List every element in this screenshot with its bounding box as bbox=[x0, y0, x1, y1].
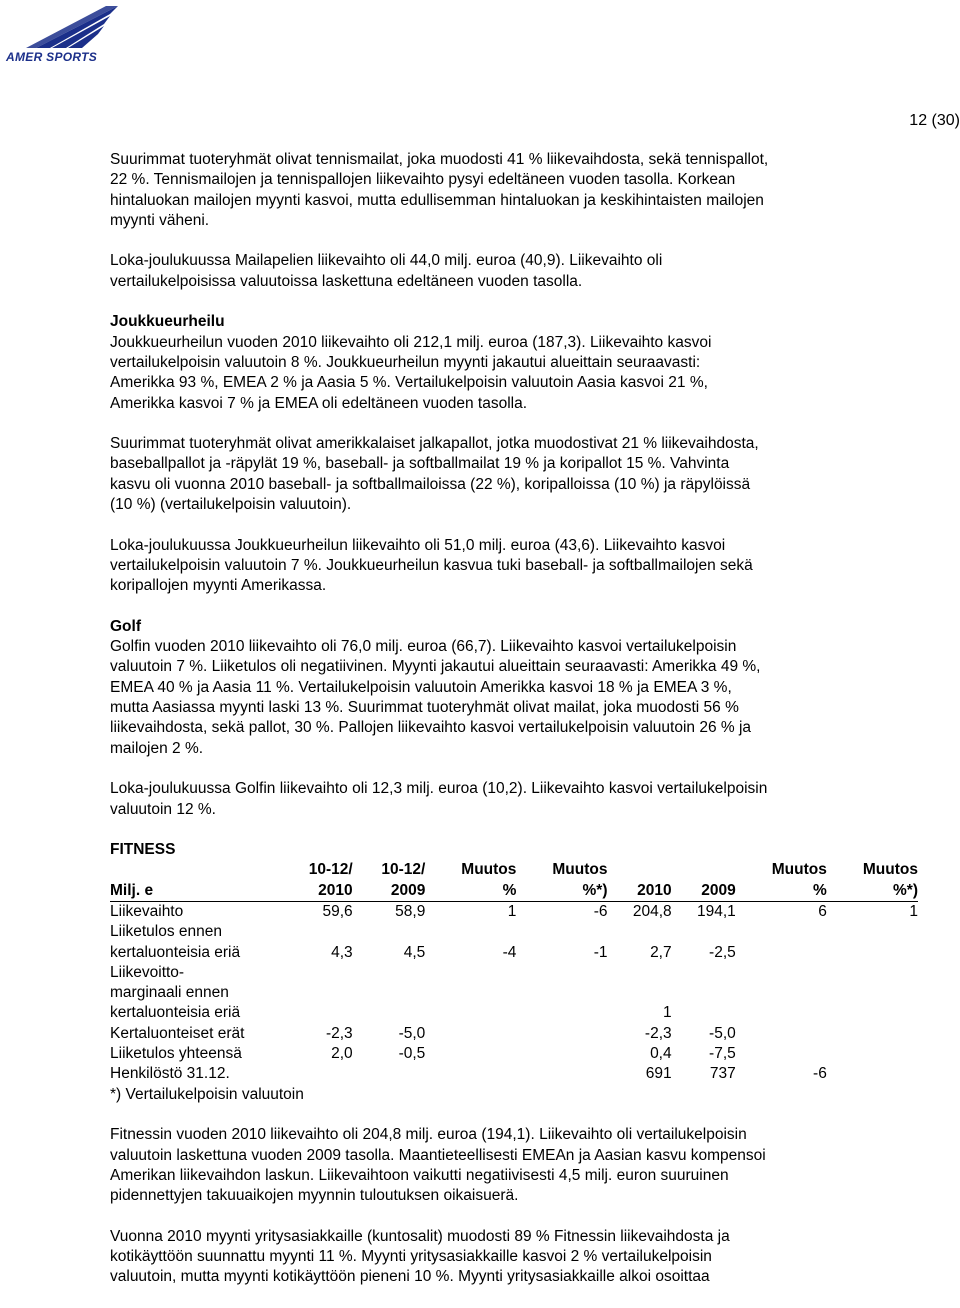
table-header-cell: 2009 bbox=[672, 881, 736, 902]
table-row bbox=[110, 1085, 918, 1105]
text-line: mailojen 2 %. bbox=[110, 739, 204, 757]
table-cell bbox=[425, 963, 516, 983]
text-line: valuutoin, mutta myynti kotikäyttöön pieneni 10 %. Myynti yritysasiakkaille alkoi osoittaa bbox=[110, 1268, 710, 1286]
text-line: Suurimmat tuoteryhmät olivat amerikkalaiset jalkapallot, jotka muodostivat 21 % liikevaihdosta, bbox=[110, 435, 759, 453]
text-line: hintaluokan mailojen myynti kasvoi, mutta edullisemman hintaluokan ja keskihintaisten mailojen bbox=[110, 191, 764, 209]
text-line: Joukkueurheilun vuoden 2010 liikevaihto oli 212,1 milj. euroa (187,3). Liikevaihto kasvoi bbox=[110, 333, 712, 351]
text-line: kotikäyttöön suunnattu myynti 11 %. Myynti yritysasiakkaille kasvoi 2 % vertailukelpoisin bbox=[110, 1248, 712, 1266]
table-cell: 1 bbox=[909, 902, 918, 920]
text-line: Fitnessin vuoden 2010 liikevaihto oli 204,8 milj. euroa (194,1). Liikevaihto oli vertailukelpoisin bbox=[110, 1126, 747, 1144]
text-line: vertailukelpoisissa valuutoissa laskettuna edeltäneen vuoden tasolla. bbox=[110, 272, 583, 290]
table-cell bbox=[672, 983, 736, 1003]
table-cell bbox=[516, 1024, 607, 1044]
table-cell bbox=[827, 1044, 918, 1064]
table-cell: Henkilöstö 31.12. bbox=[110, 1065, 230, 1083]
table-header-cell: % bbox=[736, 881, 827, 902]
team-sports-paragraph-3 bbox=[110, 536, 930, 597]
text-line: kasvu oli vuonna 2010 baseball- ja softballmailoissa (22 %), koripalloissa (10 %) ja räpylöissä bbox=[110, 475, 751, 493]
table-cell: -7,5 bbox=[709, 1045, 736, 1063]
table-header-cell bbox=[608, 860, 672, 880]
table-cell bbox=[516, 1044, 607, 1064]
table-cell bbox=[353, 1003, 426, 1023]
section-heading-fitness: FITNESS bbox=[110, 841, 176, 859]
table-header-cell: %*) bbox=[516, 881, 607, 902]
table-cell: -1 bbox=[593, 943, 608, 961]
table-cell: Liiketulos yhteensä bbox=[110, 1045, 242, 1063]
table-header-cell: %*) bbox=[827, 881, 918, 902]
team-sports-paragraph-1 bbox=[110, 333, 930, 414]
text-line: koripallojen myynti Amerikassa. bbox=[110, 577, 327, 595]
table-cell bbox=[736, 1003, 827, 1023]
table-cell: 4,3 bbox=[331, 943, 353, 961]
table-cell bbox=[353, 922, 426, 942]
table-row bbox=[110, 901, 918, 922]
table-cell: 58,9 bbox=[395, 902, 426, 920]
fitness-paragraph-2 bbox=[110, 1227, 930, 1288]
table-cell: Liiketulos ennen bbox=[110, 923, 223, 941]
table-cell bbox=[425, 983, 516, 1003]
text-line: EMEA 40 % ja Aasia 11 %. Vertailukelpoisin valuutoin Amerikka kasvoi 18 % ja EMEA 3 %, bbox=[110, 678, 732, 696]
table-cell bbox=[827, 1064, 918, 1084]
fitness-financial-table bbox=[110, 860, 918, 1105]
table-cell: -5,0 bbox=[709, 1024, 736, 1042]
table-cell bbox=[353, 963, 426, 983]
text-line: vertailukelpoisin valuutoin 7 %. Joukkueurheilun kasvua tuki baseball- ja softballmailojen sekä bbox=[110, 556, 753, 574]
table-cell bbox=[353, 1064, 426, 1084]
text-line: valuutoin laskettuna vuoden 2009 tasolla. Maantieteellisesti EMEAn ja Aasian kasvu kompensoi bbox=[110, 1146, 766, 1164]
golf-paragraph-2 bbox=[110, 779, 930, 820]
table-cell: -4 bbox=[502, 943, 517, 961]
section-heading-golf: Golf bbox=[110, 617, 141, 635]
table-cell bbox=[425, 1044, 516, 1064]
table-cell bbox=[516, 983, 607, 1003]
table-cell bbox=[672, 963, 736, 983]
document-body bbox=[110, 150, 930, 1308]
table-header-cell: Muutos bbox=[771, 861, 827, 879]
table-header-cell: Muutos bbox=[862, 861, 918, 879]
text-line: Vuonna 2010 myynti yritysasiakkaille (kuntosalit) muodosti 89 % Fitnessin liikevaihdosta ja bbox=[110, 1227, 730, 1245]
table-header-row bbox=[110, 860, 918, 880]
table-cell: 0,4 bbox=[650, 1045, 672, 1063]
table-cell: -6 bbox=[813, 1065, 827, 1083]
page-number: 12 (30) bbox=[909, 112, 960, 129]
table-cell bbox=[736, 922, 827, 942]
table-cell bbox=[608, 963, 672, 983]
table-cell bbox=[736, 983, 827, 1003]
text-line: valuutoin 12 %. bbox=[110, 800, 216, 818]
table-cell bbox=[516, 1003, 607, 1023]
table-header-cell bbox=[110, 860, 280, 880]
table-header-cell: 2010 bbox=[280, 881, 353, 902]
table-cell bbox=[736, 1024, 827, 1044]
table-cell: Liikevaihto bbox=[110, 902, 184, 920]
section-heading-team-sports: Joukkueurheilu bbox=[110, 313, 225, 331]
table-header-cell: 2010 bbox=[608, 881, 672, 902]
table-cell bbox=[672, 922, 736, 942]
text-line: (10 %) (vertailukelpoisin valuutoin). bbox=[110, 496, 352, 514]
table-header-cell: 10-12/ bbox=[381, 861, 426, 879]
text-line: Suurimmat tuoteryhmät olivat tennismailat, joka muodosti 41 % liikevaihdosta, sekä tennispallot, bbox=[110, 151, 769, 168]
table-cell: 2,0 bbox=[331, 1045, 353, 1063]
team-sports-paragraph-2 bbox=[110, 434, 930, 515]
text-line: valuutoin 7 %. Liiketulos oli negatiivinen. Myynti jakautui alueittain seuraavasti: Amerikka 49 %, bbox=[110, 658, 761, 676]
table-cell bbox=[827, 922, 918, 942]
table-cell: -2,5 bbox=[709, 943, 736, 961]
table-cell bbox=[280, 922, 353, 942]
table-cell: 1 bbox=[507, 902, 517, 920]
table-row bbox=[110, 922, 918, 942]
table-cell bbox=[425, 1024, 516, 1044]
table-cell bbox=[827, 963, 918, 983]
table-cell bbox=[280, 1064, 353, 1084]
table-cell bbox=[280, 983, 353, 1003]
table-cell bbox=[827, 1003, 918, 1023]
table-cell: 2,7 bbox=[650, 943, 672, 961]
table-cell: -6 bbox=[593, 902, 608, 920]
table-cell bbox=[827, 1024, 918, 1044]
table-header-row bbox=[110, 881, 918, 902]
text-line: Golfin vuoden 2010 liikevaihto oli 76,0 milj. euroa (66,7). Liikevaihto kasvoi vertailukelpoisin bbox=[110, 638, 737, 656]
table-row bbox=[110, 1064, 918, 1084]
table-cell: kertaluonteisia eriä bbox=[110, 943, 241, 961]
golf-paragraph-1 bbox=[110, 637, 930, 759]
table-cell bbox=[608, 922, 672, 942]
text-line: Loka-joulukuussa Mailapelien liikevaihto oli 44,0 milj. euroa (40,9). Liikevaihto oli bbox=[110, 252, 663, 270]
text-line: liikevaihdosta, sekä pallot, 30 %. Pallojen liikevaihto kasvoi vertailukelpoisin valuutoin 26 % ja bbox=[110, 719, 752, 737]
text-line: vertailukelpoisin valuutoin 8 %. Joukkueurheilun myynti jakautui alueittain seuraavasti: bbox=[110, 353, 701, 371]
racquet-paragraph-2 bbox=[110, 251, 930, 292]
table-cell bbox=[516, 963, 607, 983]
text-line: mutta Aasiassa myynti laski 13 %. Suurimmat tuoteryhmät olivat mailat, joka muodosti 56 % bbox=[110, 699, 739, 717]
table-cell: 6 bbox=[818, 902, 827, 920]
table-cell bbox=[425, 1064, 516, 1084]
table-cell: *) Vertailukelpoisin valuutoin bbox=[110, 1085, 304, 1103]
table-cell: -2,3 bbox=[644, 1024, 672, 1042]
table-cell: 737 bbox=[709, 1065, 736, 1083]
table-cell bbox=[516, 1064, 607, 1084]
logo-text: AMER SPORTS bbox=[6, 50, 98, 64]
text-line: Amerikka 93 %, EMEA 2 % ja Aasia 5 %. Vertailukelpoisin valuutoin Aasia kasvoi 21 %, bbox=[110, 374, 708, 392]
table-header-cell: 2009 bbox=[353, 881, 426, 902]
table-cell: -2,3 bbox=[325, 1024, 353, 1042]
table-cell bbox=[827, 943, 918, 963]
table-cell: Kertaluonteiset erät bbox=[110, 1024, 245, 1042]
table-cell bbox=[280, 1003, 353, 1023]
table-cell bbox=[736, 943, 827, 963]
table-cell: -0,5 bbox=[398, 1045, 426, 1063]
table-row bbox=[110, 943, 918, 963]
table-cell: marginaali ennen bbox=[110, 984, 229, 1002]
table-cell bbox=[280, 963, 353, 983]
table-cell: kertaluonteisia eriä bbox=[110, 1004, 241, 1022]
table-cell: 194,1 bbox=[696, 902, 736, 920]
table-body bbox=[110, 901, 918, 1104]
table-cell bbox=[425, 922, 516, 942]
table-cell bbox=[736, 963, 827, 983]
table-cell bbox=[353, 983, 426, 1003]
table-cell bbox=[736, 1044, 827, 1064]
table-cell: 204,8 bbox=[632, 902, 672, 920]
table-cell: 1 bbox=[663, 1004, 672, 1022]
text-line: Loka-joulukuussa Joukkueurheilun liikevaihto oli 51,0 milj. euroa (43,6). Liikevaihto kasvoi bbox=[110, 536, 726, 554]
text-line: baseballpallot ja -räpylät 19 %, baseball- ja softballmailat 19 % ja koripallot 15 %. Vahvinta bbox=[110, 455, 730, 473]
table-cell bbox=[672, 1003, 736, 1023]
text-line: myynti väheni. bbox=[110, 211, 210, 229]
text-line: Amerikka kasvoi 7 % ja EMEA oli edeltäneen vuoden tasolla. bbox=[110, 394, 528, 412]
table-header-cell bbox=[672, 860, 736, 880]
text-line: Loka-joulukuussa Golfin liikevaihto oli 12,3 milj. euroa (10,2). Liikevaihto kasvoi vertailukelpoisin bbox=[110, 780, 768, 798]
table-row bbox=[110, 1003, 918, 1023]
table-header-cell: 10-12/ bbox=[308, 861, 353, 879]
table-cell: Liikevoitto- bbox=[110, 963, 185, 981]
table-row bbox=[110, 983, 918, 1003]
table-row bbox=[110, 1044, 918, 1064]
text-line: pidennettyjen takuuaikojen myynnin tuloutuksen oikaisuerä. bbox=[110, 1187, 519, 1205]
table-cell: -5,0 bbox=[398, 1024, 426, 1042]
table-cell bbox=[425, 1003, 516, 1023]
table-cell: 59,6 bbox=[322, 902, 353, 920]
table-header-cell: Muutos bbox=[461, 861, 517, 879]
fitness-paragraph-1 bbox=[110, 1125, 930, 1206]
table-header-cell: % bbox=[425, 881, 516, 902]
table-row bbox=[110, 1024, 918, 1044]
table-row bbox=[110, 963, 918, 983]
racquet-paragraph-1 bbox=[110, 150, 930, 231]
table-header-cell: Muutos bbox=[552, 861, 608, 879]
text-line: Amerikan liikevaihdon laskun. Liikevaihtoon vaikutti negatiivisesti 4,5 milj. euron suuruinen bbox=[110, 1166, 729, 1184]
table-cell: 4,5 bbox=[403, 943, 426, 961]
table-cell bbox=[827, 983, 918, 1003]
table-header-cell: Milj. e bbox=[110, 881, 280, 902]
table-cell bbox=[608, 983, 672, 1003]
text-line: 22 %. Tennismailojen ja tennispallojen liikevaihto pysyi edeltäneen vuoden tasolla. Korkean bbox=[110, 171, 736, 189]
table-cell bbox=[516, 922, 607, 942]
table-cell: 691 bbox=[645, 1065, 672, 1083]
